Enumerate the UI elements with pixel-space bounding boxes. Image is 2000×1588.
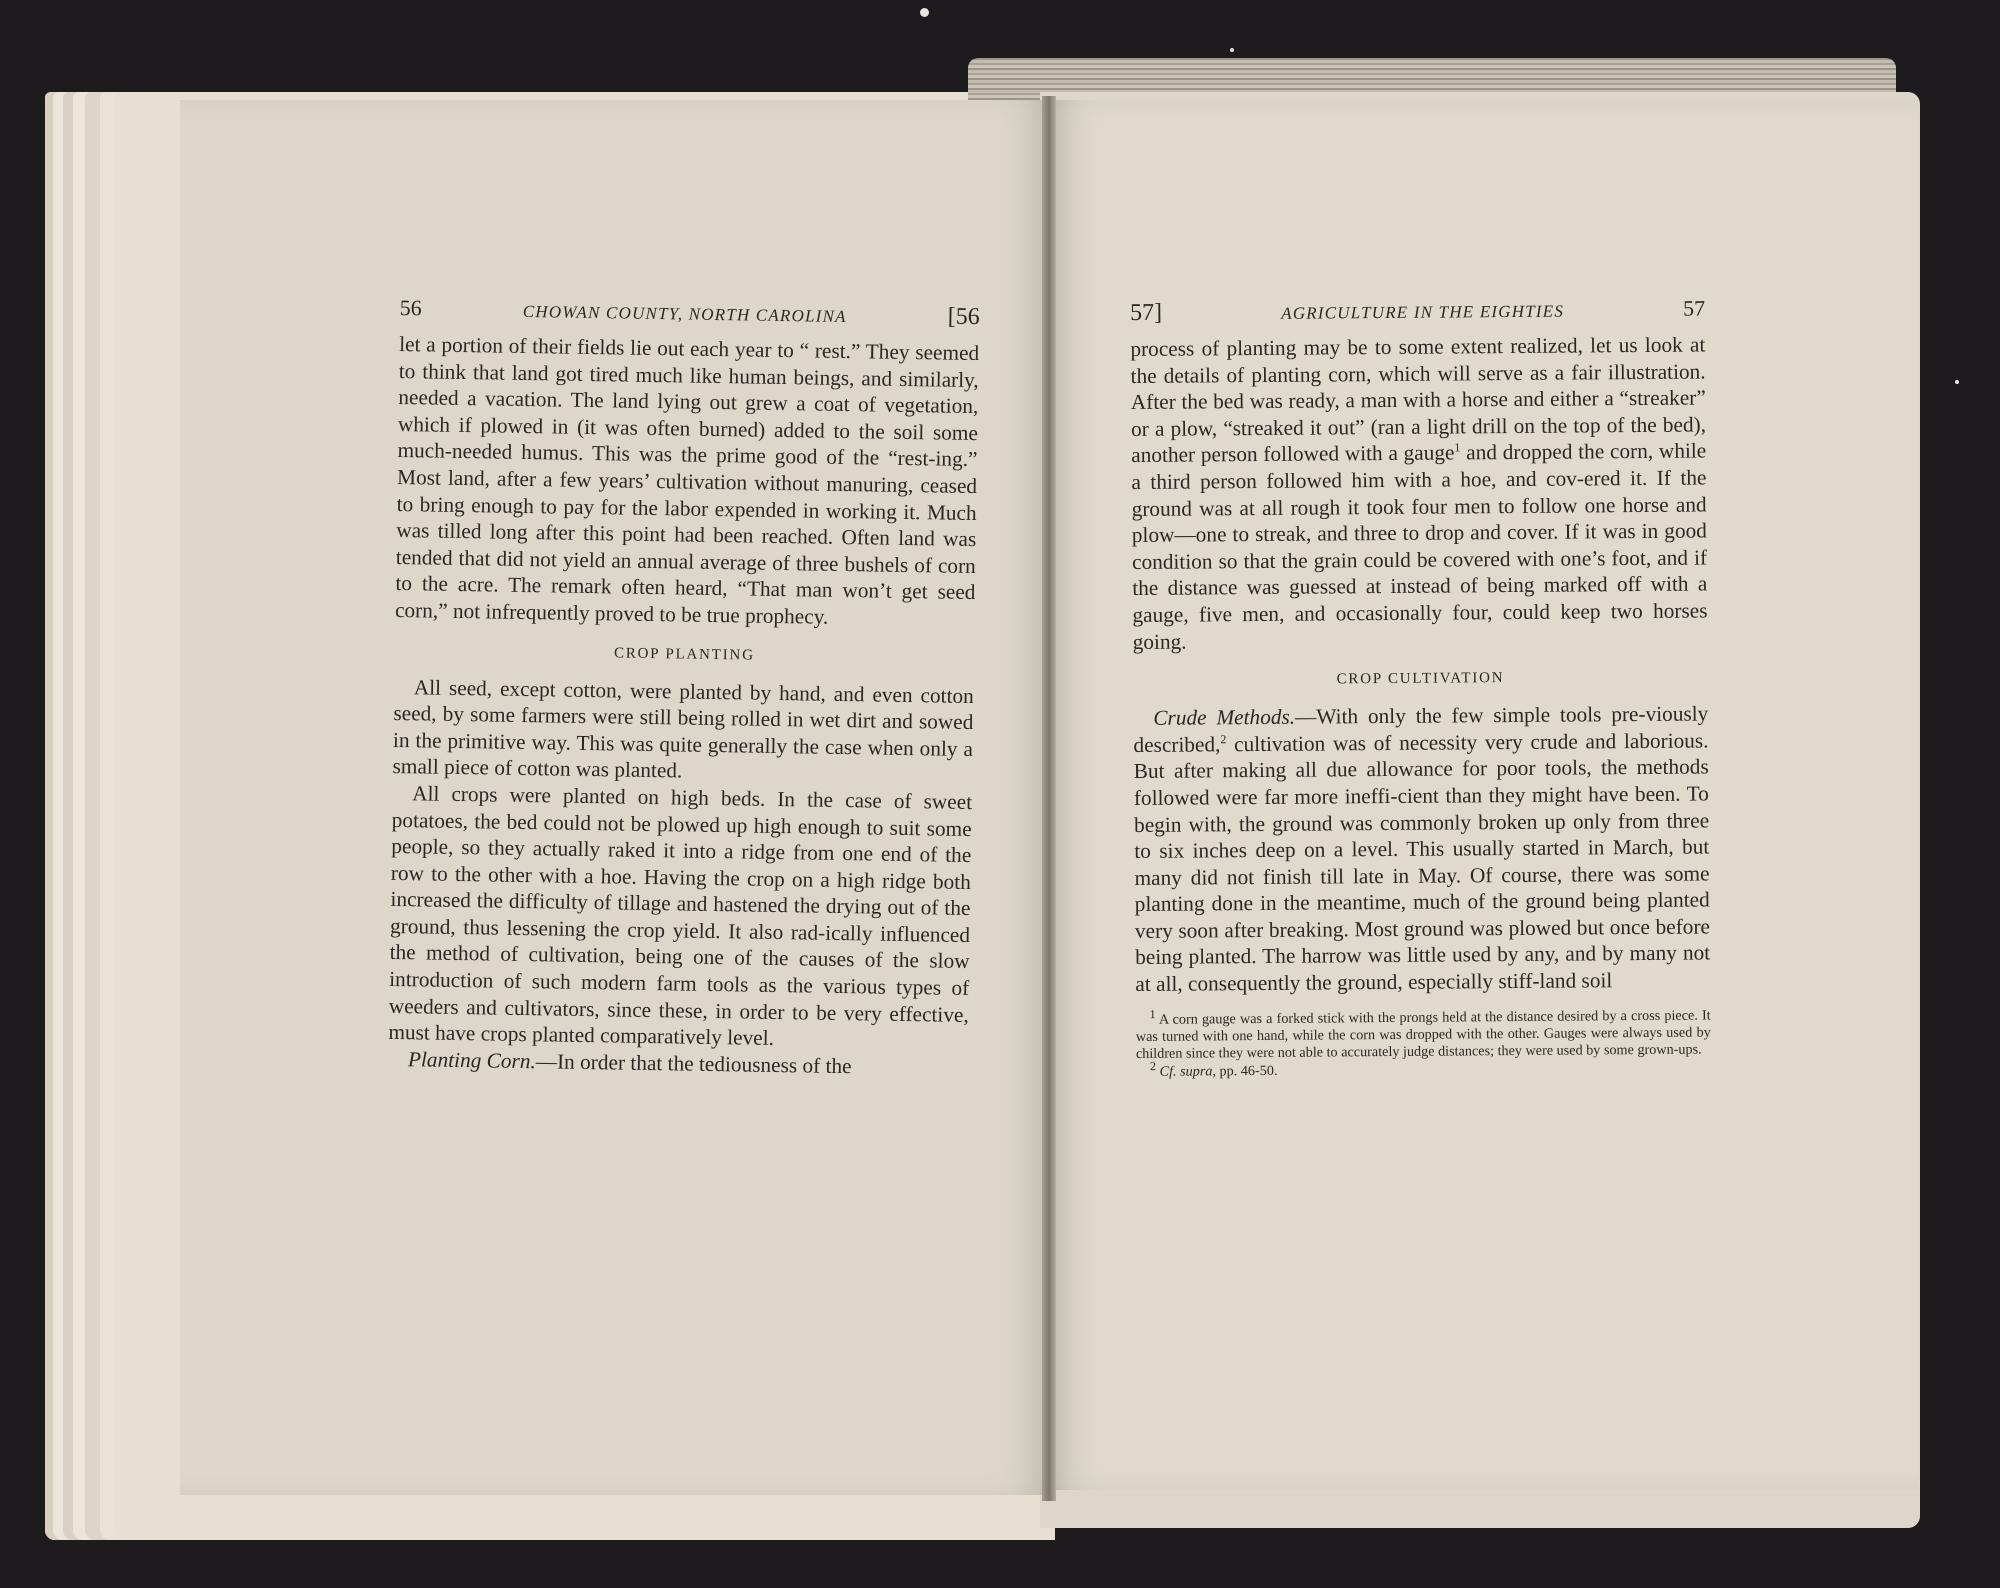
footnotes xyxy=(1136,1007,1712,1081)
footnote-1 xyxy=(1136,1007,1711,1064)
right-page-number: 57 xyxy=(1682,295,1706,321)
left-paragraph-1: let a portion of their fields lie out each year to “ rest.” They seemed to think that land got tired much like human beings, and similarly, needed a vacation. The land lying out grew a coat of vegetation, which if plowed in (it was often burned) added to the soil some much-needed humus. This was the prime good of the “rest-ing.” Most land, after a few years’ cultivation without manuring, ceased to bring enough to pay for the labor expended in working it. Much was tilled long after this point had been reached. Often land was tended that did not yield an annual average of three bushels of corn to the acre. The remark often heard, “That man won’t get seed corn,” not infrequently proved to be true prophecy. xyxy=(394,331,980,629)
left-paragraph-4-text: —In order that the tediousness of the xyxy=(535,1049,852,1079)
footnote-1-text: A corn gauge was a forked stick with the prongs held at the distance desired by a cross piece. It was turned with one hand, while the corn was dropped with the other. Gauges were always used by children since they were not able to accurately judge distances; they were used by some grown-ups. xyxy=(1135,1007,1711,1063)
left-running-head: CHOWAN COUNTY, NORTH CAROLINA xyxy=(522,301,847,327)
section-heading-crop-cultivation: CROP CULTIVATION xyxy=(1336,670,1505,688)
section-heading-crop-planting: CROP PLANTING xyxy=(613,644,755,664)
footnote-2-text: pp. 46-50. xyxy=(1215,1062,1278,1080)
right-paragraph-2-part-a: —With only the few simple tools pre-viously described, xyxy=(1133,701,1709,757)
right-paragraph-1-part-a: process of planting may be to some extent realized, let us look at the details of planting corn, which will serve as a fair illustration. After the bed was ready, a man with a horse and either a “streaker” or a plow, “streaked it out” (ran a light drill on the top of the bed), another person followed with a gauge xyxy=(1130,332,1707,468)
left-page-text xyxy=(388,295,980,1081)
right-page-text xyxy=(1130,295,1711,1081)
right-paragraph-1-part-b: and dropped the corn, while a third person followed him with a hoe, and cov-ered it. If the ground was at all rough it took four men to follow one horse and plow—one to streak, and three to drop and cover. If it was in good condition so that the grain could be covered with one’s foot, and if the distance was guessed at instead of being marked off with a gauge, five men, and occasionally four, could keep two horses going. xyxy=(1131,438,1708,654)
planting-corn-subheading: Planting Corn. xyxy=(407,1047,536,1074)
left-paragraph-3: All crops were planted on high beds. In the case of sweet potatoes, the bed could not be plowed up high enough to suit some people, so they actually raked it into a ridge from one end of the row to the other with a hoe. Having the crop on a high ridge both increased the difficulty of tillage and hastened the drying out of the ground, thus lessening the crop yield. It also rad-ically influenced the method of cultivation, being one of the causes of the slow introduction of such modern farm tools as the various types of weeders and cultivators, since these, in order to be very effective, must have crops planted comparatively level. xyxy=(388,781,973,1051)
footnote-1-mark: 1 xyxy=(1149,1006,1156,1021)
right-paragraph-2-part-b: cultivation was of necessity very crude and laborious. But after making all due allowance for poor tools, the methods followed were far more ineffi-cient than they might have been. To begin with, the ground was commonly broken up only from three to six inches deep on a level. This usually started in March, but many did not finish till late in May. Of course, there was some planting done in the meantime, much of the ground being planted very soon after breaking. Most ground was plowed but once before being planted. The harrow was little used by any, and by many not at all, consequently the ground, especially stiff-land soil xyxy=(1133,728,1711,997)
left-paragraph-2: All seed, except cotton, were planted by hand, and even cotton seed, by some farmers were still being rolled in wet dirt and sowed in the primitive way. This was quite generally the case when only a small piece of cotton was planted. xyxy=(392,674,974,783)
dust-speck xyxy=(1955,380,1959,384)
crude-methods-subheading: Crude Methods. xyxy=(1153,704,1296,730)
left-original-page-mark: [56 xyxy=(947,303,980,331)
right-paragraph-1 xyxy=(1130,331,1707,655)
right-page-header xyxy=(1130,295,1705,336)
book-gutter xyxy=(1042,96,1056,1501)
footnote-2-mark: 2 xyxy=(1149,1058,1157,1074)
right-paragraph-2 xyxy=(1133,701,1710,998)
footnote-ref-2: 2 xyxy=(1220,731,1227,746)
footnote-ref-1: 1 xyxy=(1454,440,1461,455)
left-page-number: 56 xyxy=(399,295,422,321)
right-original-page-mark: 57] xyxy=(1130,299,1163,326)
dust-speck xyxy=(920,8,929,17)
footnote-2-citation: Cf. supra, xyxy=(1155,1063,1217,1080)
dust-speck xyxy=(1230,48,1234,52)
right-running-head: AGRICULTURE IN THE EIGHTIES xyxy=(1281,301,1565,323)
